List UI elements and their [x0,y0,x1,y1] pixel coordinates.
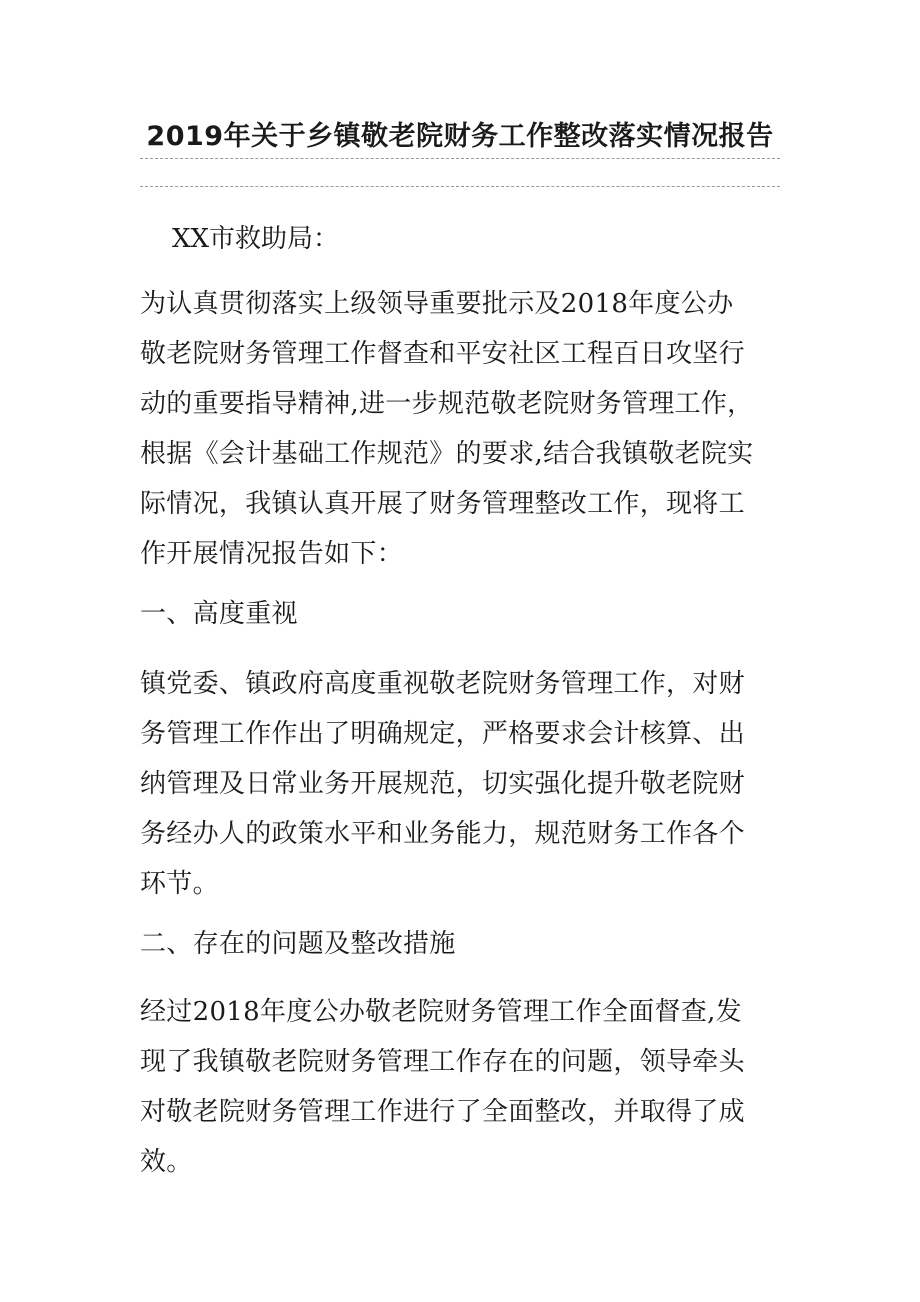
section-heading-2 [140,919,785,969]
paragraph-line: 现了我镇敬老院财务管理工作存在的问题，领导牵头 [140,1047,745,1077]
document-title: 2019年关于乡镇敬老院财务工作整改落实情况报告 [146,121,774,152]
intro-paragraph [140,279,785,579]
paragraph-line: 作开展情况报告如下： [140,539,404,569]
section-heading-text: 一、高度重视 [140,599,298,629]
paragraph-line: 敬老院财务管理工作督查和平安社区工程百日攻坚行 [140,339,745,369]
paragraph-line: 纳管理及日常业务开展规范，切实强化提升敬老院财 [140,769,745,799]
paragraph-line: 务经办人的政策水平和业务能力，规范财务工作各个 [140,819,745,849]
paragraph-line: 经过2018年度公办敬老院财务管理工作全面督查,发 [140,997,742,1027]
title-divider-bottom [140,186,780,187]
paragraph-line: 际情况，我镇认真开展了财务管理整改工作，现将工 [140,489,745,519]
section-heading-1 [140,589,785,639]
section-1-paragraph [140,659,785,909]
section-heading-text: 二、存在的问题及整改措施 [140,929,456,959]
paragraph-line: 务管理工作作出了明确规定，严格要求会计核算、出 [140,719,745,749]
title-divider-top [140,158,780,159]
paragraph-line: 效。 [140,1147,193,1177]
paragraph-line: 环节。 [140,869,219,899]
paragraph-line: 动的重要指导精神,进一步规范敬老院财务管理工作， [140,389,754,419]
section-2-paragraph [140,987,785,1187]
paragraph-line: 为认真贯彻落实上级领导重要批示及2018年度公办 [140,289,734,319]
paragraph-line: 镇党委、镇政府高度重视敬老院财务管理工作，对财 [140,669,745,699]
paragraph-line: 对敬老院财务管理工作进行了全面整改，并取得了成 [140,1097,745,1127]
salutation: XX市救助局： [172,224,340,254]
paragraph-line: 根据《会计基础工作规范》的要求,结合我镇敬老院实 [140,439,754,469]
